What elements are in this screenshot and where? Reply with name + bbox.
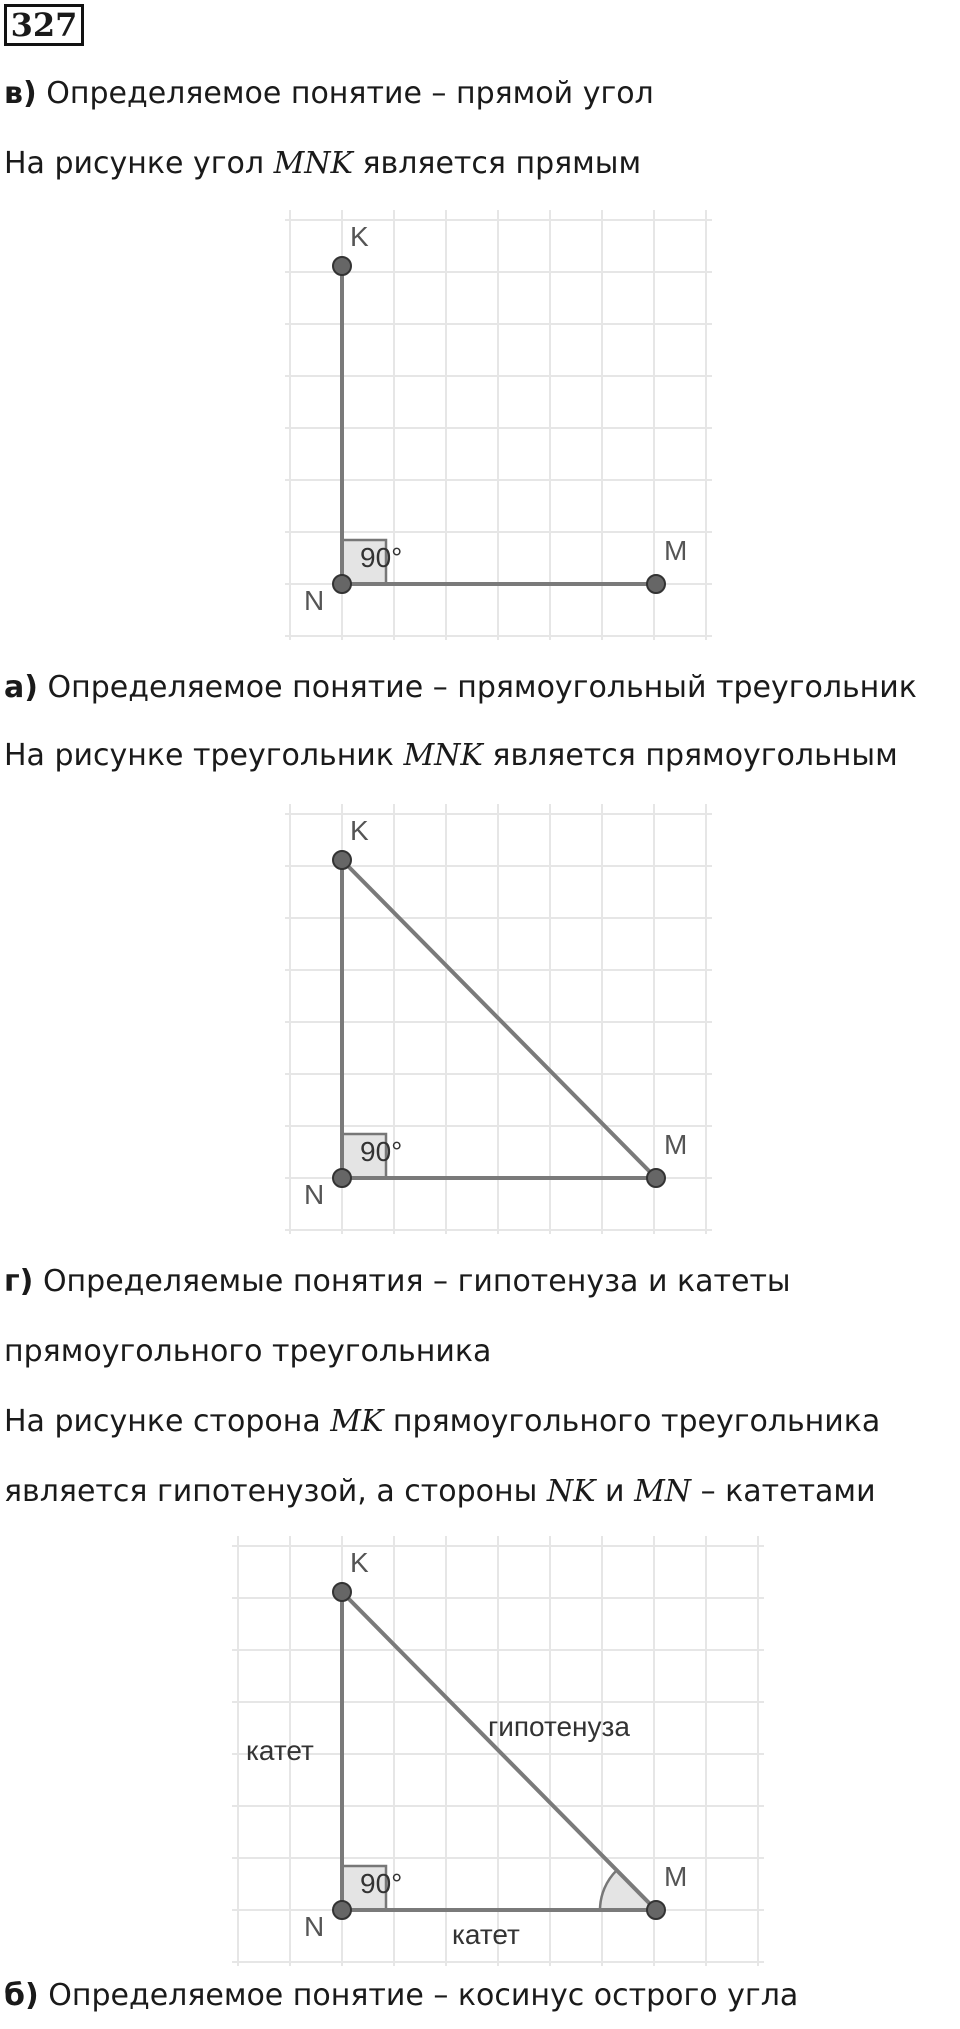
section-g-statement-1 <box>4 1402 880 1442</box>
figure-right-triangle <box>0 804 960 1234</box>
figure-hypotenuse-legs <box>0 1536 960 1966</box>
section-b-heading <box>4 1976 798 2016</box>
section-g-heading-cont <box>4 1332 491 1372</box>
angle-label: 90° <box>360 1136 403 1167</box>
point-m <box>647 575 665 593</box>
angle-label: 90° <box>360 1868 403 1899</box>
section-a-heading <box>4 668 917 708</box>
point-m <box>647 1901 665 1919</box>
label-k: K <box>350 221 369 252</box>
figure-right-angle <box>0 210 960 640</box>
label-m: M <box>664 535 688 566</box>
hypotenuse-label: гипотенуза <box>488 1711 630 1742</box>
section-g-mid-2: и <box>595 1474 635 1509</box>
section-g-pre-1: На рисунке сторона <box>4 1404 331 1439</box>
section-g-text-cont: прямоугольного треугольника <box>4 1334 492 1369</box>
section-v-post: является прямым <box>352 146 642 181</box>
label-n: N <box>304 1179 325 1210</box>
section-a-statement <box>4 736 898 776</box>
leg-label-vertical: катет <box>246 1735 314 1766</box>
section-v-var: MNK <box>273 146 353 181</box>
section-g-letter: г) <box>4 1264 34 1299</box>
section-v-text: Определяемое понятие – прямой угол <box>46 76 654 111</box>
section-b-text: Определяемое понятие – косинус острого угла <box>48 1978 799 2013</box>
point-n <box>333 1169 351 1187</box>
section-v-letter: в) <box>4 76 37 111</box>
label-m: M <box>664 1861 688 1892</box>
section-v-pre: На рисунке угол <box>4 146 274 181</box>
point-n <box>333 575 351 593</box>
label-m: M <box>664 1129 688 1160</box>
section-b-letter: б) <box>4 1978 39 2013</box>
section-g-statement-2 <box>4 1472 876 1512</box>
section-v-statement <box>4 144 641 184</box>
section-a-var: MNK <box>403 738 483 773</box>
section-g-heading <box>4 1262 791 1302</box>
point-k <box>333 1583 351 1601</box>
point-k <box>333 851 351 869</box>
section-g-var-nk: NK <box>546 1474 596 1509</box>
section-g-post-2: – катетами <box>691 1474 876 1509</box>
section-g-pre-2: является гипотенузой, а стороны <box>4 1474 547 1509</box>
point-m <box>647 1169 665 1187</box>
section-g-post-1: прямоугольного треугольника <box>383 1404 881 1439</box>
label-k: K <box>350 815 369 846</box>
leg-label-horizontal: катет <box>452 1919 520 1950</box>
point-k <box>333 257 351 275</box>
section-a-pre: На рисунке треугольник <box>4 738 404 773</box>
section-g-text: Определяемые понятия – гипотенуза и катеты <box>42 1264 791 1299</box>
label-n: N <box>304 1911 325 1942</box>
section-a-text: Определяемое понятие – прямоугольный треугольник <box>47 670 917 705</box>
angle-label: 90° <box>360 542 403 573</box>
section-a-letter: а) <box>4 670 38 705</box>
section-a-post: является прямоугольным <box>482 738 898 773</box>
section-v-heading <box>4 74 654 114</box>
section-g-var-mk: MK <box>330 1404 384 1439</box>
section-g-var-mn: MN <box>634 1474 692 1509</box>
label-k: K <box>350 1547 369 1578</box>
label-n: N <box>304 585 325 616</box>
point-n <box>333 1901 351 1919</box>
problem-number-badge: 327 <box>4 4 84 46</box>
